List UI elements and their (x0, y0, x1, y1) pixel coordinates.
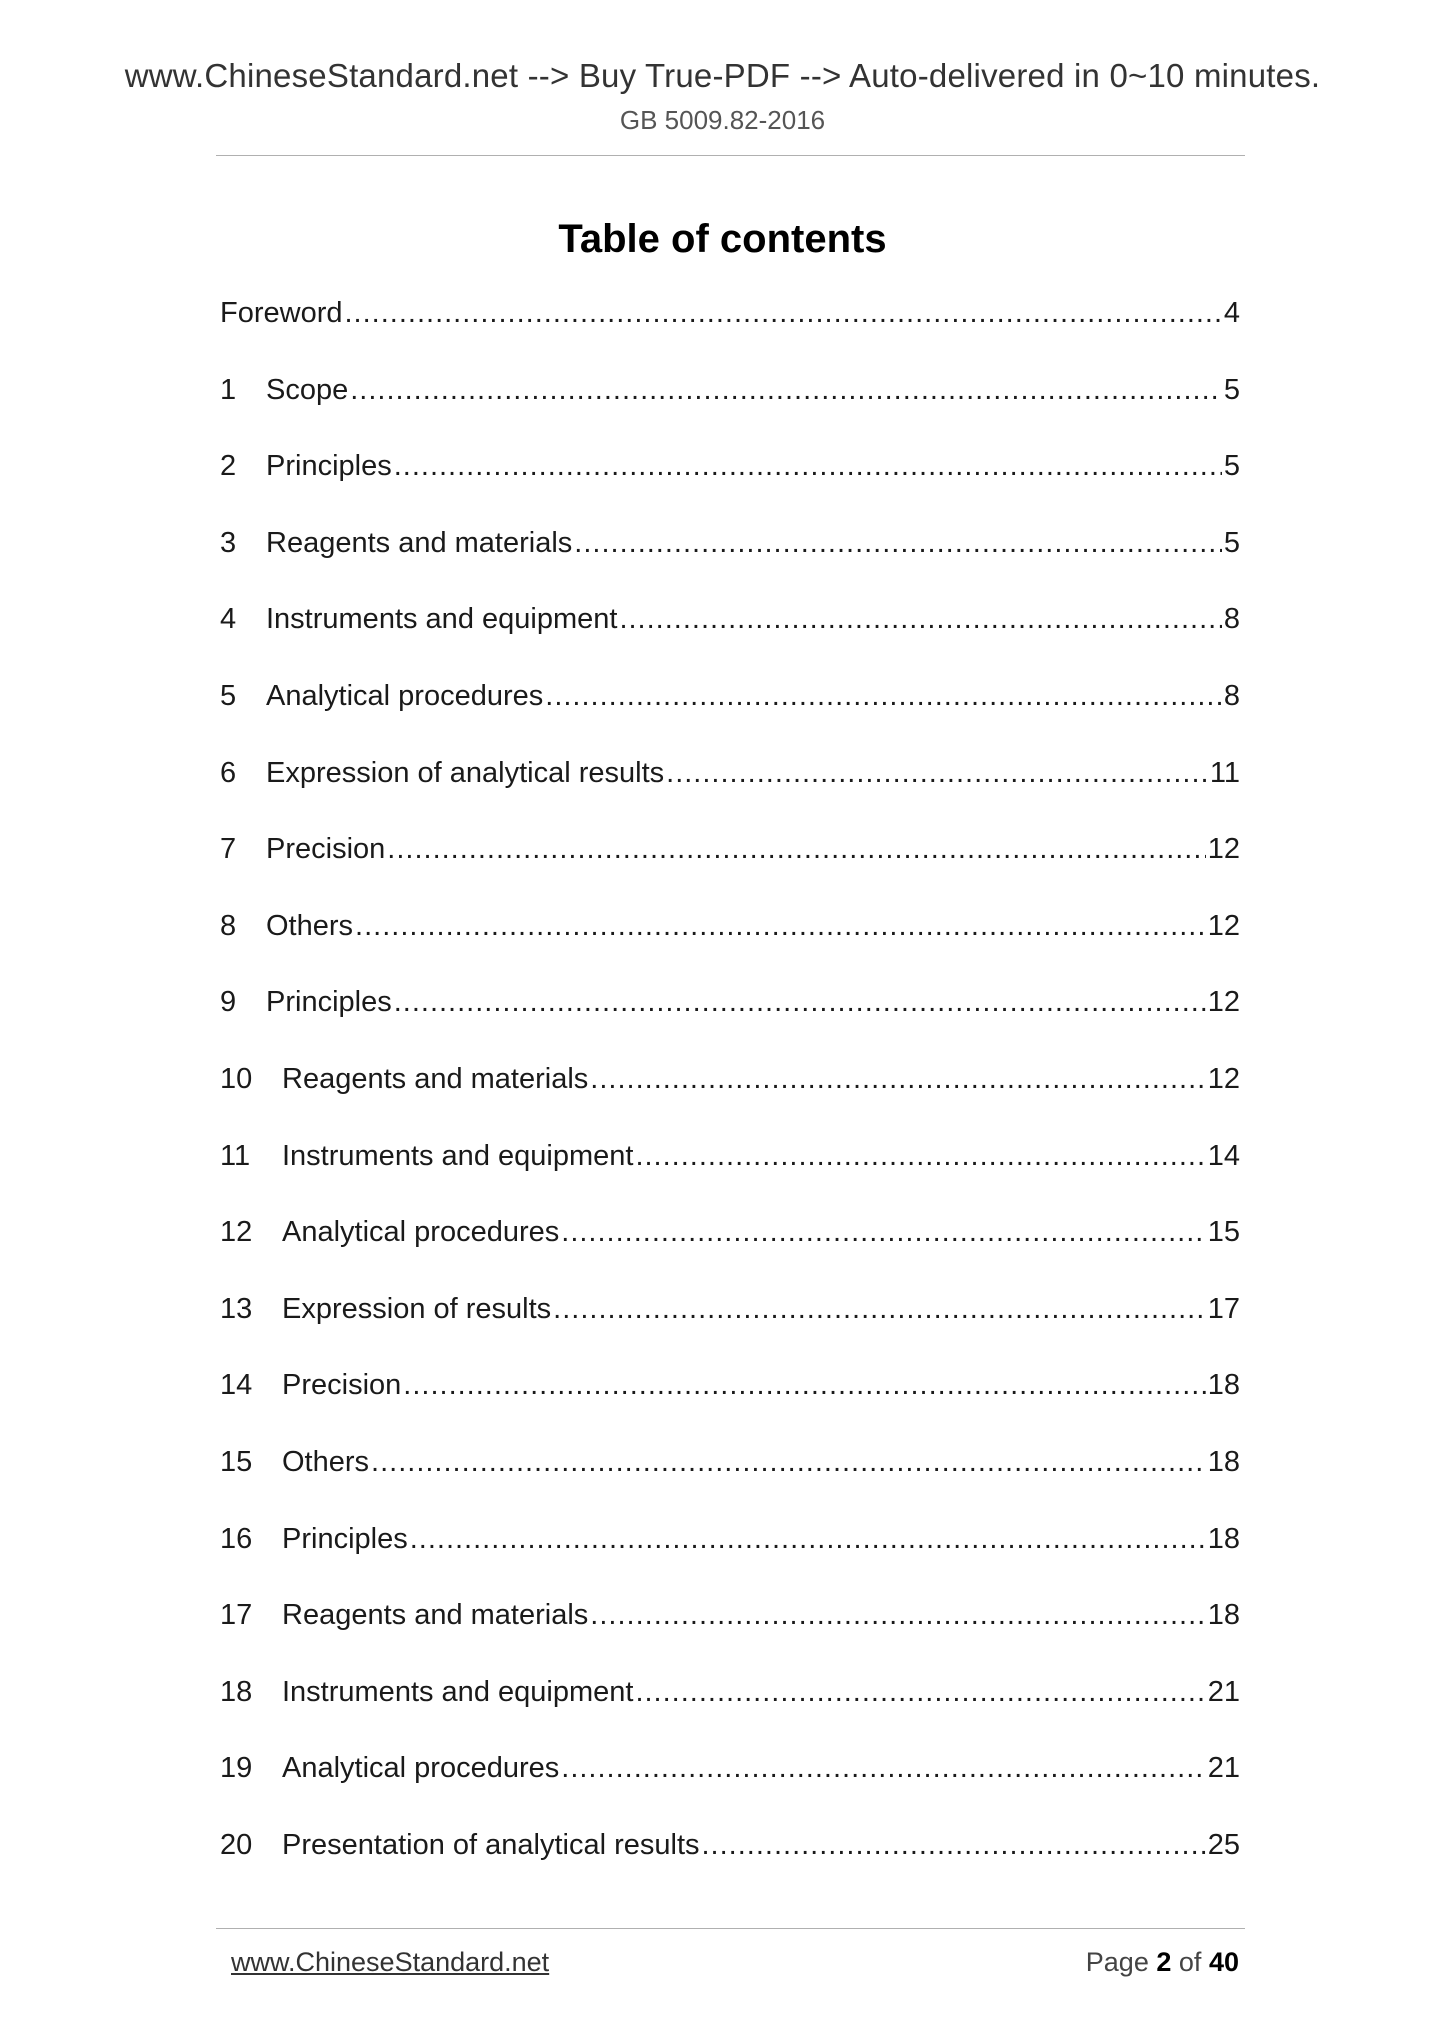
toc-leader-dots (355, 908, 1206, 944)
toc-entry-page: 5 (1223, 373, 1240, 406)
toc-entry-page: 12 (1207, 909, 1240, 942)
toc-entry-page: 12 (1207, 1062, 1240, 1095)
page-indicator (1086, 1945, 1239, 1979)
toc-entry-page: 17 (1207, 1292, 1240, 1325)
toc-entry-label: Scope (266, 373, 349, 406)
footer-site-link[interactable]: www.ChineseStandard.net (231, 1947, 550, 1977)
toc-entry-number: 13 (220, 1292, 253, 1325)
page-of: of (1178, 1947, 1202, 1977)
toc-entry-label: Principles (266, 986, 392, 1019)
toc-entry-page: 18 (1207, 1599, 1240, 1632)
toc-leader-dots (666, 755, 1208, 791)
toc-entry-label: Precision (266, 833, 386, 866)
toc-entry[interactable] (220, 1291, 1240, 1368)
toc-leader-dots (553, 1291, 1206, 1327)
toc-leader-dots (574, 525, 1222, 561)
toc-leader-dots (387, 831, 1205, 867)
toc-entry[interactable] (220, 1444, 1240, 1521)
page-total: 40 (1208, 1947, 1239, 1977)
table-of-contents (220, 295, 1240, 1903)
toc-leader-dots (410, 1521, 1206, 1557)
page-prefix: Page (1085, 1947, 1149, 1977)
toc-leader-dots (635, 1138, 1205, 1174)
toc-entry-page: 5 (1223, 450, 1240, 483)
toc-entry-page: 21 (1207, 1675, 1240, 1708)
toc-entry-label: Others (266, 909, 354, 942)
toc-entry-label: Expression of results (282, 1292, 552, 1325)
page-current: 2 (1156, 1947, 1172, 1977)
toc-entry-number: 16 (220, 1522, 253, 1555)
toc-entry-number: 11 (220, 1139, 251, 1172)
toc-entry-number: 6 (220, 756, 237, 789)
toc-entry-page: 14 (1207, 1139, 1240, 1172)
toc-entry-number: 7 (220, 833, 237, 866)
toc-entry-label: Foreword (220, 297, 343, 329)
toc-entry-label: Reagents and materials (282, 1599, 589, 1632)
toc-entry[interactable] (220, 1367, 1240, 1444)
toc-entry[interactable] (220, 1674, 1240, 1751)
toc-entry[interactable] (220, 601, 1240, 678)
toc-entry[interactable] (220, 1214, 1240, 1291)
toc-leader-dots (394, 448, 1222, 484)
toc-entry[interactable] (220, 295, 1240, 372)
toc-leader-dots (702, 1827, 1206, 1863)
toc-entry-number: 5 (220, 679, 237, 712)
toc-entry-label: Instruments and equipment (282, 1675, 634, 1708)
toc-entry-page: 18 (1207, 1522, 1240, 1555)
header-banner: www.ChineseStandard.net --> Buy True-PDF --> Auto-delivered in 0~10 minutes. (124, 57, 1321, 94)
toc-entry-page: 18 (1207, 1369, 1240, 1402)
toc-entry-page: 18 (1207, 1445, 1240, 1478)
toc-entry-page: 21 (1207, 1752, 1240, 1785)
toc-entry-number: 18 (220, 1675, 253, 1708)
toc-leader-dots (561, 1214, 1205, 1250)
toc-entry-page: 8 (1223, 603, 1240, 636)
toc-entry-number: 14 (220, 1369, 253, 1402)
toc-entry-number: 15 (220, 1445, 253, 1478)
toc-entry[interactable] (220, 1750, 1240, 1827)
toc-entry[interactable] (220, 1061, 1240, 1138)
toc-entry[interactable] (220, 755, 1240, 832)
toc-entry-label: Analytical procedures (266, 679, 544, 712)
toc-entry-label: Reagents and materials (282, 1062, 589, 1095)
standard-code: GB 5009.82-2016 (619, 105, 826, 135)
toc-entry-page: 12 (1207, 986, 1240, 1019)
toc-entry[interactable] (220, 1597, 1240, 1674)
toc-leader-dots (403, 1367, 1205, 1403)
toc-leader-dots (350, 372, 1222, 408)
toc-entry-number: 4 (220, 603, 237, 636)
toc-entry[interactable] (220, 984, 1240, 1061)
toc-entry-label: Instruments and equipment (282, 1139, 634, 1172)
toc-entry-label: Precision (282, 1369, 402, 1402)
toc-entry-number: 1 (220, 373, 237, 406)
toc-entry-label: Instruments and equipment (266, 603, 618, 636)
toc-entry-page: 4 (1223, 297, 1240, 329)
toc-entry-number: 8 (220, 909, 237, 942)
toc-leader-dots (394, 984, 1206, 1020)
toc-entry-label: Analytical procedures (282, 1216, 560, 1249)
toc-leader-dots (590, 1061, 1205, 1097)
toc-entry-page: 8 (1223, 679, 1240, 712)
toc-leader-dots (590, 1597, 1205, 1633)
toc-entry-page: 25 (1207, 1828, 1240, 1861)
toc-leader-dots (619, 601, 1221, 637)
toc-entry-number: 20 (220, 1828, 253, 1861)
toc-entry[interactable] (220, 831, 1240, 908)
toc-entry-label: Reagents and materials (266, 526, 573, 559)
toc-entry[interactable] (220, 1827, 1240, 1904)
toc-entry[interactable] (220, 1521, 1240, 1598)
toc-entry-number: 12 (220, 1216, 253, 1249)
toc-leader-dots (561, 1750, 1205, 1786)
toc-entry-page: 11 (1209, 756, 1240, 789)
toc-entry-page: 15 (1207, 1216, 1240, 1249)
toc-leader-dots (635, 1674, 1205, 1710)
toc-entry-label: Presentation of analytical results (282, 1828, 700, 1861)
toc-leader-dots (345, 295, 1222, 331)
toc-entry[interactable] (220, 372, 1240, 449)
toc-entry-label: Principles (282, 1522, 408, 1555)
toc-entry[interactable] (220, 678, 1240, 755)
toc-leader-dots (545, 678, 1222, 714)
toc-entry-label: Others (282, 1445, 370, 1478)
toc-entry[interactable] (220, 525, 1240, 602)
toc-entry-number: 10 (220, 1062, 253, 1095)
footer-divider (216, 1928, 1245, 1929)
toc-entry-number: 3 (220, 526, 237, 559)
toc-entry-label: Expression of analytical results (266, 756, 665, 789)
toc-entry-number: 17 (220, 1599, 253, 1632)
page-title: Table of contents (558, 217, 887, 261)
toc-entry-label: Analytical procedures (282, 1752, 560, 1785)
toc-entry-number: 9 (220, 986, 237, 1019)
toc-entry-page: 5 (1223, 526, 1240, 559)
toc-entry-number: 19 (220, 1752, 253, 1785)
toc-entry[interactable] (220, 448, 1240, 525)
toc-entry-number: 2 (220, 450, 237, 483)
toc-entry-label: Principles (266, 450, 392, 483)
toc-entry[interactable] (220, 908, 1240, 985)
toc-entry[interactable] (220, 1138, 1240, 1215)
toc-leader-dots (371, 1444, 1206, 1480)
toc-entry-page: 12 (1207, 833, 1240, 866)
header-divider (216, 155, 1245, 156)
